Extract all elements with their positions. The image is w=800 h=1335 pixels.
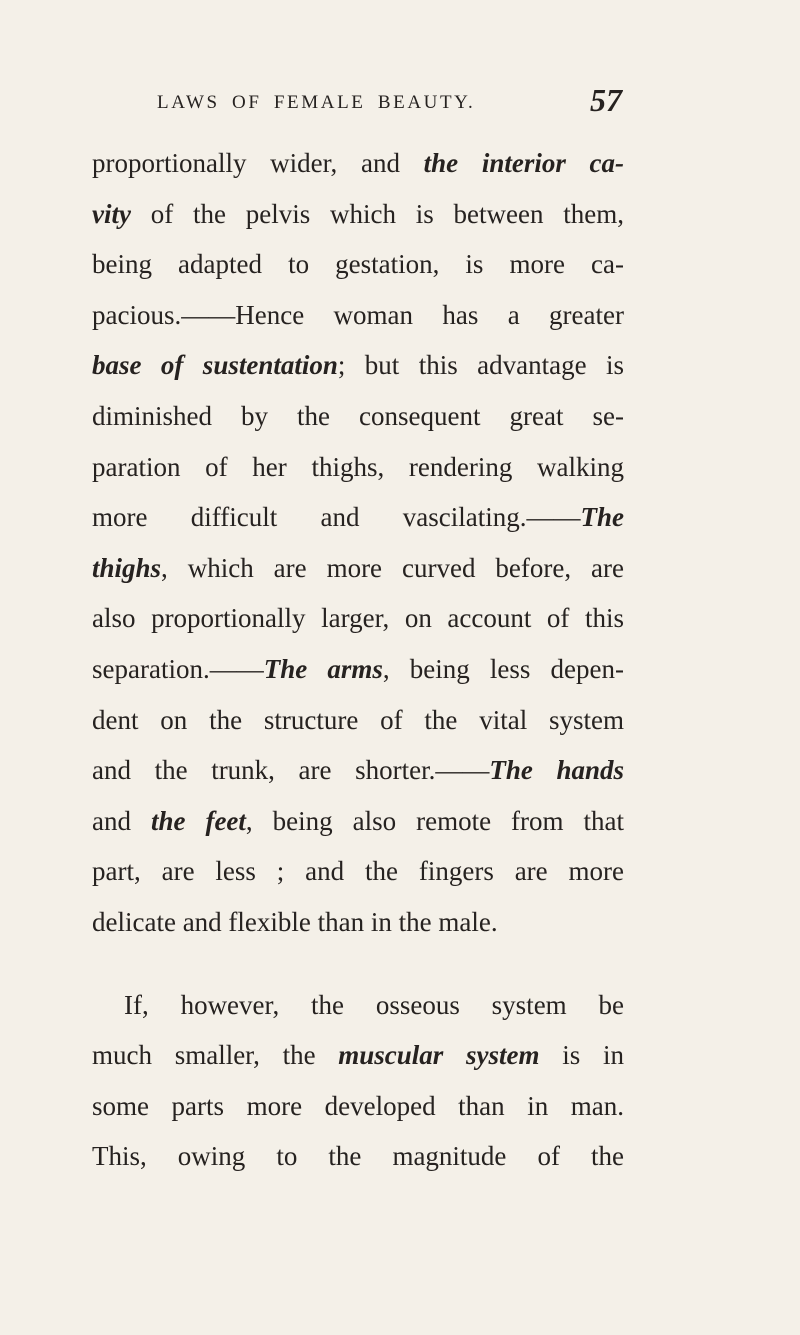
text-run: diminished by the consequent great se- [92,400,624,431]
text-run: pacious.——Hence woman has a greater [92,299,624,330]
page-number: 57 [590,82,622,118]
emphasized-text: the interior ca- [423,148,624,178]
text-run: , being less depen- [382,653,624,684]
text-line [92,980,624,1031]
text-run: delicate and flexible than in the male. [92,906,498,937]
text-run: separation.—— [92,653,264,684]
text-line [92,745,624,796]
emphasized-text: The arms [263,653,383,684]
text-line [92,1131,624,1182]
text-run: , which are more curved before, are [161,552,624,583]
paragraph-gap [92,948,624,980]
emphasized-text: vity [92,198,131,229]
text-run: part, are less ; and the fingers are more [92,856,624,887]
running-head [157,82,622,122]
emphasized-text: the feet [150,805,246,836]
text-run: dent on the structure of the vital system [92,704,624,735]
text-line [92,695,624,746]
text-line [92,1081,624,1132]
text-line [92,189,624,240]
text-run: is in [539,1040,624,1071]
text-run: more difficult and vascilating.—— [92,502,581,533]
text-run: being adapted to gestation, is more ca- [92,249,624,280]
emphasized-text: base of sustentation [92,350,338,381]
text-run: This, owing to the magnitude of the [92,1141,624,1172]
text-run: proportionally wider, and [92,148,424,178]
text-line [92,492,624,543]
emphasized-text: The hands [489,755,624,786]
text-run: also proportionally larger, on account of this [92,603,624,634]
text-run: and the trunk, are shorter.—— [92,755,490,786]
text-line [92,543,624,594]
text-line [92,290,624,341]
text-line [92,391,624,442]
text-line [92,796,624,847]
text-run: of the pelvis which is between them, [130,198,624,229]
text-line [92,1030,624,1081]
text-line [92,897,624,948]
body-text [92,138,624,1182]
emphasized-text: muscular system [338,1040,540,1071]
text-run: and [92,805,151,836]
text-line [92,644,624,695]
text-run: If, however, the osseous system be [124,989,624,1020]
running-head-title: LAWS OF FEMALE BEAUTY. [157,92,476,113]
text-line [92,239,624,290]
text-line [92,846,624,897]
text-line [92,138,624,189]
text-run: some parts more developed than in man. [92,1090,624,1121]
text-line [92,593,624,644]
emphasized-text: The [580,502,624,533]
text-run: much smaller, the [92,1040,339,1071]
emphasized-text: thighs [92,552,162,583]
text-line [92,442,624,493]
text-run: paration of her thighs, rendering walking [92,451,624,482]
text-run: ; but this advantage is [337,350,624,381]
text-line [92,340,624,391]
text-run: , being also remote from that [245,805,624,836]
